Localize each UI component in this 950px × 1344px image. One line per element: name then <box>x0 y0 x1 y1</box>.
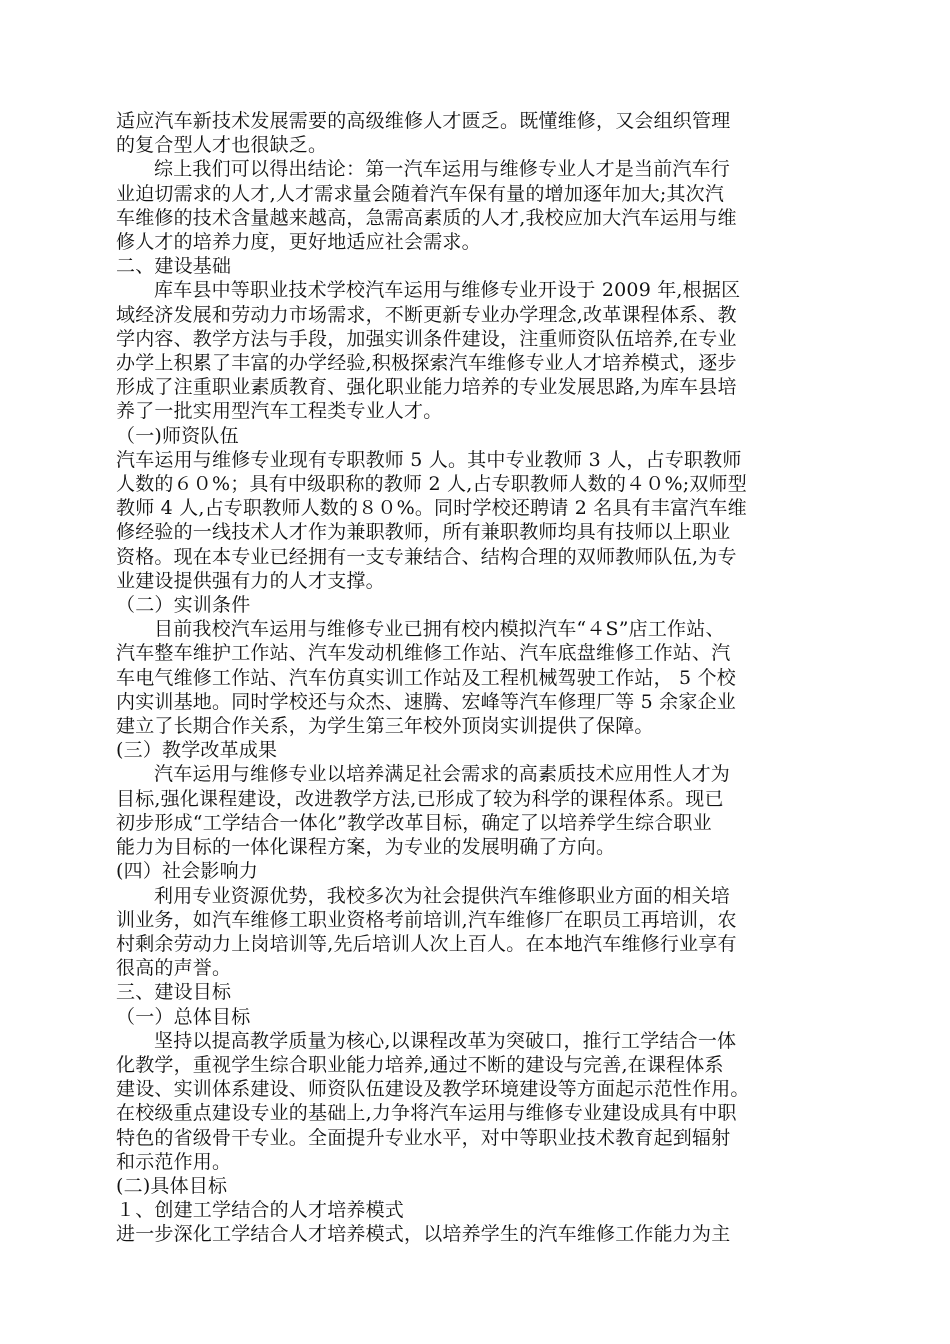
text-line: (二)具体目标 <box>116 1174 228 1197</box>
text-line: （二）实训条件 <box>116 594 251 617</box>
text-line: 人数的６０%；具有中级职称的教师 2 人,占专职教师人数的４０%;双师型 <box>116 473 747 496</box>
text-line: 很高的声誉。 <box>116 957 232 980</box>
text-line: 车维修的技术含量越来越高，急需高素质的人才,我校应加大汽车运用与维 <box>116 206 737 229</box>
text-line: 二、建设基础 <box>116 255 232 278</box>
text-line: 业建设提供强有力的人才支撑。 <box>116 569 385 592</box>
text-line: 和示范作用。 <box>116 1150 232 1173</box>
text-line: 内实训基地。同时学校还与众杰、速腾、宏峰等汽车修理厂等 5 余家企业 <box>116 690 736 713</box>
text-line: 资格。现在本专业已经拥有一支专兼结合、结构合理的双师教师队伍,为专 <box>116 545 737 568</box>
paragraph-first-line: 汽车运用与维修专业以培养满足社会需求的高素质技术应用性人才为 <box>154 763 731 786</box>
text-line: 汽车运用与维修专业现有专职教师 5 人。其中专业教师 3 人，占专职教师 <box>116 448 742 471</box>
text-line: 村剩余劳动力上岗培训等,先后培训人次上百人。在本地汽车维修行业享有 <box>116 932 737 955</box>
text-line: （一)师资队伍 <box>116 424 239 447</box>
paragraph-first-line: 利用专业资源优势，我校多次为社会提供汽车维修职业方面的相关培 <box>154 884 731 907</box>
text-line: １、创建工学结合的人才培养模式 <box>116 1199 405 1222</box>
text-line: 三、建设目标 <box>116 981 232 1004</box>
paragraph-first-line: 综上我们可以得出结论：第一汽车运用与维修专业人才是当前汽车行 <box>154 158 731 181</box>
text-line: 适应汽车新技术发展需要的高级维修人才匮乏。既懂维修，又会组织管理 <box>116 110 731 132</box>
text-line: 修人才的培养力度，更好地适应社会需求。 <box>116 231 481 254</box>
text-line: 办学上积累了丰富的办学经验,积极探索汽车维修专业人才培养模式，逐步 <box>116 352 737 375</box>
text-line: 训业务，如汽车维修工职业资格考前培训,汽车维修厂在职员工再培训，农 <box>116 908 737 931</box>
text-line: 特色的省级骨干专业。全面提升专业水平，对中等职业技术教育起到辐射 <box>116 1126 731 1149</box>
text-line: 化教学，重视学生综合职业能力培养,通过不断的建设与完善,在课程体系 <box>116 1053 724 1076</box>
text-line: 域经济发展和劳动力市场需求，不断更新专业办学理念,改革课程体系、教 <box>116 303 737 326</box>
paragraph-first-line: 目前我校汽车运用与维修专业已拥有校内模拟汽车“４S”店工作站、 <box>154 618 725 641</box>
text-line: 目标,强化课程建设，改进教学方法,已形成了较为科学的课程体系。现已 <box>116 787 724 810</box>
text-line: 汽车整车维护工作站、汽车发动机维修工作站、汽车底盘维修工作站、汽 <box>116 642 731 665</box>
paragraph-first-line: 库车县中等职业技术学校汽车运用与维修专业开设于 2009 年,根据区 <box>154 279 741 302</box>
text-line: 形成了注重职业素质教育、强化职业能力培养的专业发展思路,为库车县培 <box>116 376 737 399</box>
text-line: (三）教学改革成果 <box>116 739 278 762</box>
text-line: 学内容、教学方法与手段，加强实训条件建设，注重师资队伍培养,在专业 <box>116 327 737 350</box>
text-line: (四）社会影响力 <box>116 860 259 883</box>
text-line: 建立了长期合作关系，为学生第三年校外顶岗实训提供了保障。 <box>116 715 654 738</box>
text-line: 进一步深化工学结合人才培养模式，以培养学生的汽车维修工作能力为主 <box>116 1223 731 1246</box>
text-line: 教师 4 人,占专职教师人数的８０%。同时学校还聘请 2 名具有丰富汽车维 <box>116 497 747 520</box>
text-line: 初步形成“工学结合一体化”教学改革目标，确定了以培养学生综合职业 <box>116 811 712 834</box>
paragraph-first-line: 坚持以提高教学质量为核心,以课程改革为突破口，推行工学结合一体 <box>154 1029 737 1052</box>
text-line: 修经验的一线技术人才作为兼职教师，所有兼职教师均具有技师以上职业 <box>116 521 731 544</box>
text-line: 能力为目标的一体化课程方案，为专业的发展明确了方向。 <box>116 836 616 859</box>
text-line: 建设、实训体系建设、师资队伍建设及教学环境建设等方面起示范性作用。 <box>116 1078 750 1101</box>
text-line: 在校级重点建设专业的基础上,力争将汽车运用与维修专业建设成具有中职 <box>116 1102 737 1125</box>
text-line: （一）总体目标 <box>116 1005 251 1028</box>
text-line: 养了一批实用型汽车工程类专业人才。 <box>116 400 443 423</box>
document-body <box>116 109 846 1247</box>
text-line: 车电气维修工作站、汽车仿真实训工作站及工程机械驾驶工作站， 5 个校 <box>116 666 736 689</box>
text-line: 的复合型人才也很缺乏。 <box>116 134 328 157</box>
text-line: 业迫切需求的人才,人才需求量会随着汽车保有量的增加逐年加大;其次汽 <box>116 182 725 205</box>
